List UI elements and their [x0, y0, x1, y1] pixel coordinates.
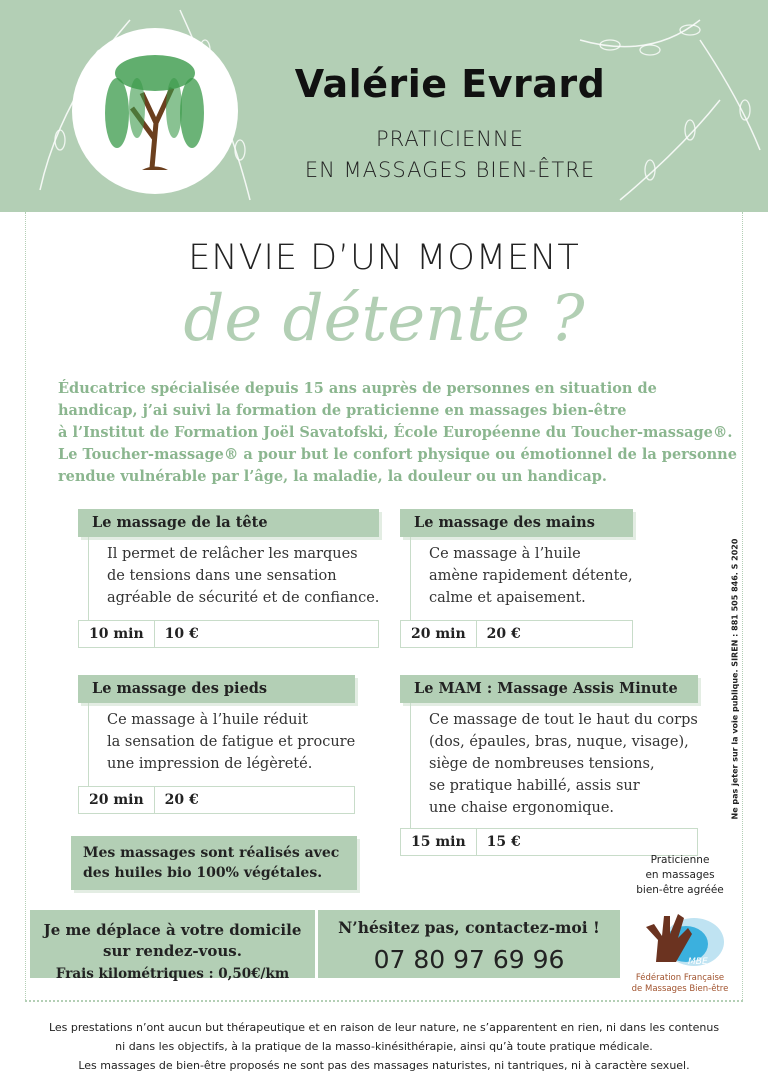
- massage-card-head: [78, 509, 379, 648]
- intro-line: handicap, j’ai suivi la formation de praticienne en massages bien-être: [58, 402, 627, 419]
- massage-description: [88, 703, 355, 786]
- description-line: siège de nombreuses tensions,: [429, 756, 655, 772]
- contact-label: N’hésitez pas, contactez-moi !: [338, 918, 600, 937]
- accreditation-line: en massages: [645, 869, 715, 881]
- description-line: la sensation de fatigue et procure: [107, 734, 356, 750]
- header-banner: [0, 0, 768, 212]
- description-line: Ce massage à l’huile: [429, 546, 581, 562]
- contact-box: [318, 910, 620, 978]
- willow-tree-logo: [72, 28, 238, 194]
- org-line: de Massages Bien-être: [631, 984, 729, 994]
- subtitle-line2: EN MASSAGES BIEN-ÊTRE: [304, 158, 596, 182]
- disclaimer-footer: [0, 1018, 768, 1075]
- ffmbe-logo: [636, 912, 726, 974]
- description-line: Ce massage à l’huile réduit: [107, 712, 308, 728]
- intro-paragraph: [58, 378, 738, 488]
- practitioner-name: Valérie Evrard: [294, 62, 606, 106]
- massage-card-feet: [78, 675, 355, 814]
- mileage-fee: Frais kilométriques : 0,50€/km: [55, 966, 290, 982]
- oils-line: des huiles bio 100% végétales.: [83, 865, 323, 881]
- headline-line1: ENVIE D’UN MOMENT: [188, 238, 580, 278]
- massage-card-hands: [400, 509, 633, 648]
- price: 10 €: [164, 626, 199, 642]
- ffmbe-name: [620, 973, 740, 995]
- headline-line2: de détente ?: [183, 282, 585, 356]
- duration: 20 min: [401, 621, 477, 647]
- description-line: une chaise ergonomique.: [429, 800, 615, 816]
- price-box: [400, 620, 633, 648]
- legal-notice-vertical: Ne pas jeter sur la voie publique. SIREN : 881 505 846. S 2020: [730, 538, 740, 820]
- description-line: se pratique habillé, assis sur: [429, 778, 640, 794]
- massage-card-seated: [400, 675, 698, 856]
- travel-line: Je me déplace à votre domicile: [43, 921, 302, 939]
- oils-line: Mes massages sont réalisés avec: [83, 845, 340, 861]
- massage-title: Le massage des mains: [400, 509, 633, 537]
- description-line: (dos, épaules, bras, nuque, visage),: [429, 734, 689, 750]
- subtitle-line1: PRATICIENNE: [376, 127, 524, 151]
- description-line: de tensions dans une sensation: [107, 568, 337, 584]
- intro-line: Le Toucher-massage® a pour but le confort physique ou émotionnel de la personne: [58, 446, 737, 463]
- phone-number[interactable]: 07 80 97 69 96: [373, 945, 565, 974]
- price-box: [400, 828, 698, 856]
- travel-line: sur rendez-vous.: [103, 942, 242, 960]
- massage-title: Le MAM : Massage Assis Minute: [400, 675, 698, 703]
- accreditation-line: bien-être agréée: [636, 884, 724, 896]
- price-box: [78, 620, 379, 648]
- description-line: calme et apaisement.: [429, 590, 586, 606]
- intro-line: rendue vulnérable par l’âge, la maladie, la douleur ou un handicap.: [58, 468, 607, 485]
- massage-description: [410, 537, 633, 620]
- svg-text:MBE: MBE: [688, 957, 708, 967]
- disclaimer-line: ni dans les objectifs, à la pratique de la masso-kinésithérapie, ainsi qu’à toute pratique médicale.: [115, 1040, 653, 1053]
- description-line: Il permet de relâcher les marques: [107, 546, 358, 562]
- duration: 10 min: [79, 621, 155, 647]
- massage-title: Le massage des pieds: [78, 675, 355, 703]
- home-visit-box: [30, 910, 315, 982]
- duration: 20 min: [79, 787, 155, 813]
- organic-oils-note: [71, 836, 357, 890]
- price: 20 €: [164, 792, 199, 808]
- price-box: [78, 786, 355, 814]
- duration: 15 min: [401, 829, 477, 855]
- massage-title: Le massage de la tête: [78, 509, 379, 537]
- disclaimer-line: Les prestations n’ont aucun but thérapeutique et en raison de leur nature, ne s’apparentent en rien, ni dans les contenus: [48, 1021, 720, 1034]
- org-line: Fédération Française: [635, 973, 725, 983]
- description-line: agréable de sécurité et de confiance.: [107, 590, 380, 606]
- accreditation-line: Praticienne: [650, 854, 710, 866]
- description-line: une impression de légèreté.: [107, 756, 313, 772]
- intro-line: à l’Institut de Formation Joël Savatofski, École Européenne du Toucher-massage®.: [58, 424, 733, 441]
- price: 15 €: [486, 834, 521, 850]
- description-line: Ce massage de tout le haut du corps: [429, 712, 698, 728]
- massage-description: [410, 703, 698, 828]
- intro-line: Éducatrice spécialisée depuis 15 ans auprès de personnes en situation de: [58, 380, 657, 397]
- description-line: amène rapidement détente,: [429, 568, 633, 584]
- accreditation-label: [625, 853, 735, 898]
- disclaimer-line: Les massages de bien-être proposés ne sont pas des massages naturistes, ni tantriques, ni à caractère sexuel.: [78, 1059, 690, 1072]
- massage-description: [88, 537, 379, 620]
- price: 20 €: [486, 626, 521, 642]
